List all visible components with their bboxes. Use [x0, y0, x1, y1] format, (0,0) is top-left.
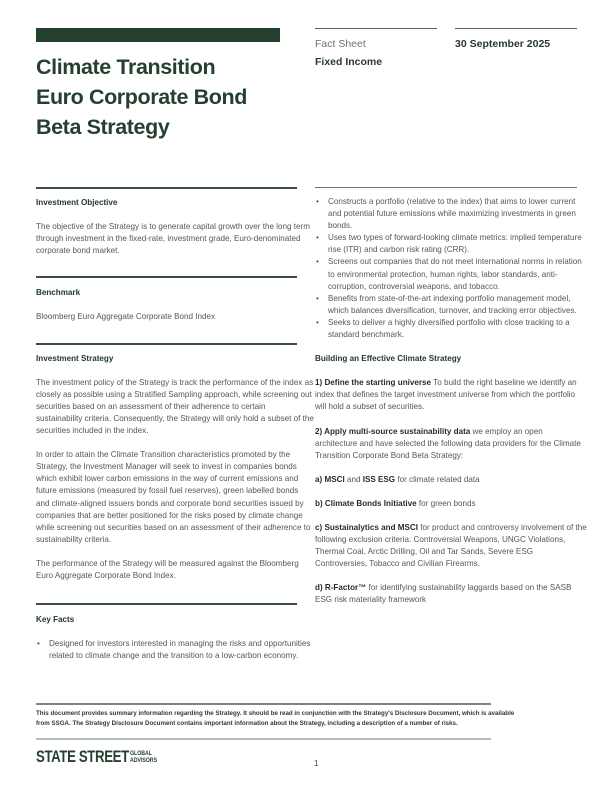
provider-a	[315, 474, 587, 486]
report-date: 30 September 2025	[455, 38, 551, 50]
strategy-paragraph: The performance of the Strategy will be measured against the Bloomberg Euro Aggregate Corporate Bond Index.	[36, 558, 299, 580]
list-item: • Designed for investors interested in managing the risks and opportunities related to climate change and the transition to a low-carbon economy.	[36, 638, 314, 662]
step-2-text: we employ an open architecture and have selected the following data providers for the Climate Transition Corporate Bond Beta Strategy:	[315, 426, 581, 460]
list-item: • Uses two types of forward-looking climate metrics: implied temperature rise (ITR) and carbon risk rating (CRR).	[315, 232, 587, 256]
footer-divider-bottom	[36, 738, 491, 740]
step-2	[315, 426, 587, 462]
provider-c	[315, 522, 587, 570]
provider-b	[315, 498, 587, 510]
provider-c-text: for product and controversy involvement of the following exclusion criteria: Controversial Weapons, UNGC Violations, Thermal Coal, Arctic Drilling, Oil and Tar Sands, Severe ESG Controversies, Tobacco and Civilian Firearms.	[315, 522, 587, 569]
objective-text: The objective of the Strategy is to generate capital growth over the long term through investment in the fixed-rate, investment grade, Euro-denominated corporate bond market.	[36, 222, 310, 256]
section-divider	[36, 276, 297, 278]
logo-wordmark: STATE STREET	[36, 747, 129, 766]
header-accent-bar	[36, 28, 280, 42]
title-line: Climate Transition	[36, 55, 216, 79]
right-column	[315, 187, 587, 607]
section-heading-objective: Investment Objective	[36, 198, 118, 207]
header-rule-right	[455, 28, 577, 29]
strategy-paragraph: The investment policy of the Strategy is track the performance of the index as closely as possible using a Stratified Sampling approach, while screening out securities based on an assessment of their adherence to certain sustainability criteria. Consequently, the Strategy will only hold a subset of the securities included in the index.	[36, 377, 314, 436]
state-street-logo	[36, 747, 164, 767]
step-1-title: 1) Define the starting universe	[315, 378, 432, 388]
provider-d-text: for identifying sustainability laggards based on the SASB ESG risk materiality framework	[315, 583, 572, 605]
header-rule-left	[315, 28, 437, 29]
doc-type-label: Fact Sheet	[315, 38, 366, 50]
section-heading-building: Building an Effective Climate Strategy	[315, 354, 462, 364]
list-item: • Screens out companies that do not meet international norms in relation to environmental protection, human rights, labor standards, anti-corruption, controversial weapons, and tobacco.	[315, 256, 587, 292]
provider-c-name: c) Sustainalytics and MSCI	[315, 522, 418, 532]
disclaimer-text: This document provides summary information regarding the Strategy. It should be read in conjunction with the Strategy's Disclosure Document, which is available from SSGA. The Strategy Disclosure Document contains important information about the Strategy, including a description of a number of risks.	[36, 710, 515, 727]
strategy-paragraph: In order to attain the Climate Transition characteristics promoted by the Strategy, the Investment Manager will seek to invest in companies bonds which exhibit lower carbon emissions in the way of current emissions and future emissions (measured by fossil fuel reserves), green labelled bonds and climate-aligned issuers bonds and corporate bond securities issued by companies that are better positioned for the risks posed by climate change while screening out securities based on an assessment of their adherence to sustainability criteria.	[36, 450, 311, 544]
page-number: 1	[314, 759, 319, 768]
asset-class-label: Fixed Income	[315, 56, 383, 68]
key-facts-list-continued	[315, 196, 587, 341]
provider-d-name: d) R-Factor™	[315, 583, 367, 593]
provider-a-name1: MSCI	[324, 474, 345, 484]
step-1-text: To build the right baseline we identify an index that defines the target investment universe from which the portfolio will hold a subset of securities.	[315, 378, 577, 412]
provider-a-prefix: a)	[315, 474, 325, 484]
list-item: • Constructs a portfolio (relative to the index) that aims to lower current and potential future emissions while maximizing investments in green bonds.	[315, 196, 587, 232]
key-facts-list	[36, 638, 314, 662]
provider-d	[315, 582, 587, 606]
list-item: • Seeks to deliver a highly diversified portfolio with close tracking to a standard benchmark.	[315, 317, 587, 341]
section-divider	[315, 187, 577, 188]
left-column	[36, 187, 314, 662]
title-line: Euro Corporate Bond	[36, 85, 247, 109]
logo-subtitle	[130, 750, 157, 764]
section-heading-key-facts: Key Facts	[36, 615, 75, 625]
list-item: • Benefits from state-of-the-art indexing portfolio management model, which balances diversification, turnover, and tracking error objectives.	[315, 293, 587, 317]
step-2-title: 2) Apply multi-source sustainability data	[315, 426, 471, 436]
section-divider	[36, 187, 297, 189]
provider-a-name2: ISS ESG	[362, 474, 396, 484]
section-divider	[36, 343, 297, 345]
provider-b-text: for green bonds	[416, 498, 476, 508]
benchmark-text: Bloomberg Euro Aggregate Corporate Bond Index	[36, 312, 216, 322]
section-heading-benchmark: Benchmark	[36, 288, 81, 298]
provider-b-name: b) Climate Bonds Initiative	[315, 498, 417, 508]
title-line: Beta Strategy	[36, 115, 170, 139]
section-heading-strategy: Investment Strategy	[36, 353, 114, 363]
logo-sub-global: GLOBAL	[130, 750, 152, 757]
step-1	[315, 377, 587, 413]
footer-divider-top	[36, 703, 491, 705]
section-divider	[36, 603, 297, 605]
provider-a-text: for climate related data	[395, 474, 480, 484]
provider-a-and: and	[344, 474, 363, 484]
logo-sub-advisors: ADVISORS	[130, 757, 158, 764]
document-title	[36, 52, 296, 142]
